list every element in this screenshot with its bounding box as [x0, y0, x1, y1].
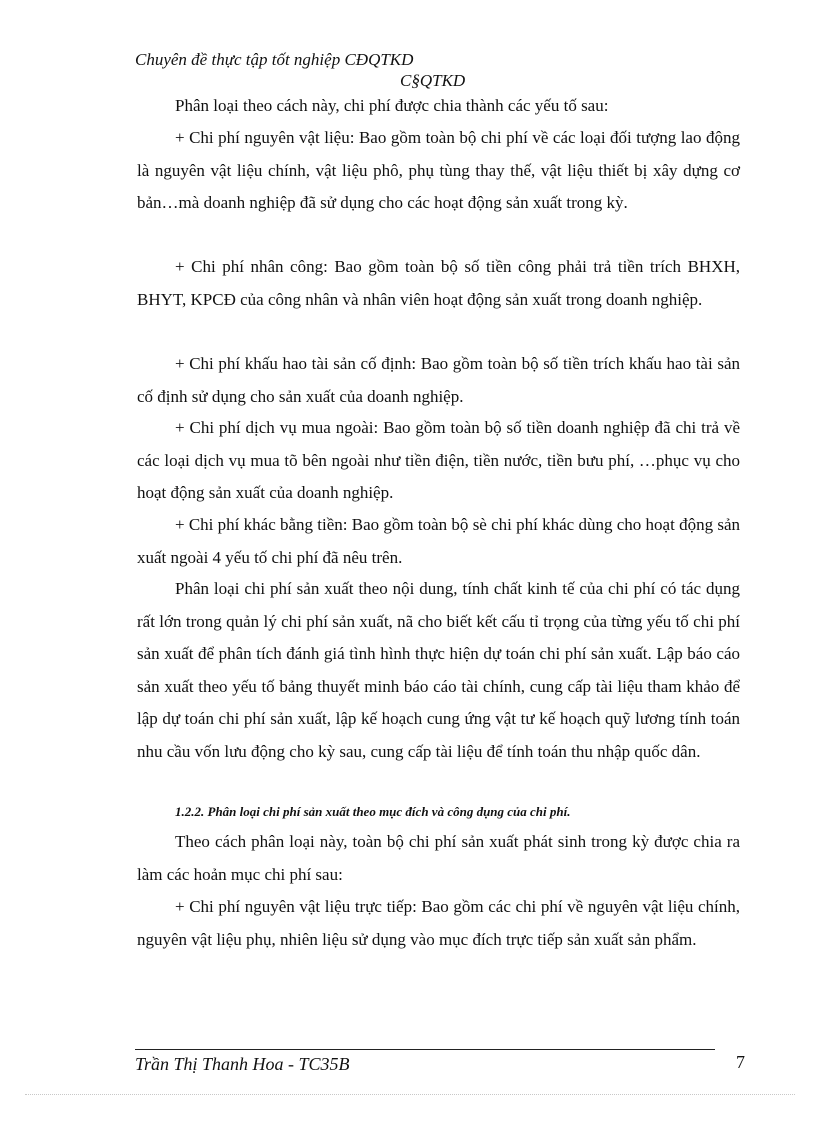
- footer-divider: [135, 1049, 715, 1050]
- paragraph-labor-cost: + Chi phí nhân công: Bao gồm toàn bộ số tiền công phải trả tiền trích BHXH, BHYT, KPCĐ của công nhân và nhân viên hoạt động sản xuất trong doanh nghiệp.: [137, 257, 740, 309]
- paragraph-purpose-classification: Theo cách phân loại này, toàn bộ chi phí sản xuất phát sinh trong kỳ được chia ra làm các hoản mục chi phí sau:: [137, 832, 740, 884]
- paragraph-other-cash-cost: + Chi phí khác bằng tiền: Bao gồm toàn bộ sè chi phí khác dùng cho hoạt động sản xuất ngoài 4 yếu tố chi phí đã nêu trên.: [137, 515, 740, 567]
- running-header-code: C§QTKD: [400, 71, 466, 90]
- paragraph-material-cost: + Chi phí nguyên vật liệu: Bao gồm toàn bộ chi phí về các loại đối tượng lao động là nguyên vật liệu chính, vật liệu phô, phụ tùng thay thế, vật liệu thiết bị xây dựng cơ bản…mà doanh nghiệp đã sử dụng cho các hoạt động sản xuất trong kỳ.: [137, 128, 740, 212]
- page-number: 7: [736, 1052, 745, 1072]
- page-bottom-dotted-border: [25, 1094, 795, 1095]
- paragraph-direct-material-cost: + Chi phí nguyên vật liệu trực tiếp: Bao gồm các chi phí về nguyên vật liệu chính, nguyên vật liệu phụ, nhiên liệu sử dụng vào mục đích trực tiếp sản xuất sản phẩm.: [137, 897, 740, 949]
- running-header-title: Chuyên đề thực tập tốt nghiệp CĐQTKD: [135, 50, 414, 69]
- paragraph-depreciation-cost: + Chi phí khấu hao tài sản cố định: Bao gồm toàn bộ số tiền trích khấu hao tài sản cố định sử dụng cho sản xuất của doanh nghiệp.: [137, 354, 740, 406]
- paragraph-intro: Phân loại theo cách này, chi phí được chia thành các yếu tố sau:: [175, 96, 609, 115]
- paragraph-outsourced-service-cost: + Chi phí dịch vụ mua ngoài: Bao gồm toàn bộ số tiền doanh nghiệp đã chi trả về các loại dịch vụ mua tõ bên ngoài như tiền điện, tiền nước, tiền bưu phí, …phục vụ cho hoạt động sản xuất của doanh nghiệp.: [137, 418, 740, 502]
- section-heading: 1.2.2. Phân loại chi phí sản xuất theo mục đích và công dụng của chi phí.: [175, 804, 571, 819]
- paragraph-classification-summary: Phân loại chi phí sản xuất theo nội dung, tính chất kinh tế của chi phí có tác dụng rất lớn trong quản lý chi phí sản xuất, nã cho biết kết cấu tỉ trọng của từng yếu tố chi phí sản xuất để phân tích đánh giá tình hình thực hiện dự toán chi phí sản xuất. Lập báo cáo sản xuất theo yếu tố bảng thuyết minh báo cáo tài chính, cung cấp tài liệu tham khảo để lập dự toán chi phí sản xuất, lập kế hoạch cung ứng vật tư kế hoạch quỹ lương tính toán nhu cầu vốn lưu động cho kỳ sau, cung cấp tài liệu để tính toán thu nhập quốc dân.: [137, 579, 740, 761]
- footer-author: Trần Thị Thanh Hoa - TC35B: [135, 1054, 350, 1074]
